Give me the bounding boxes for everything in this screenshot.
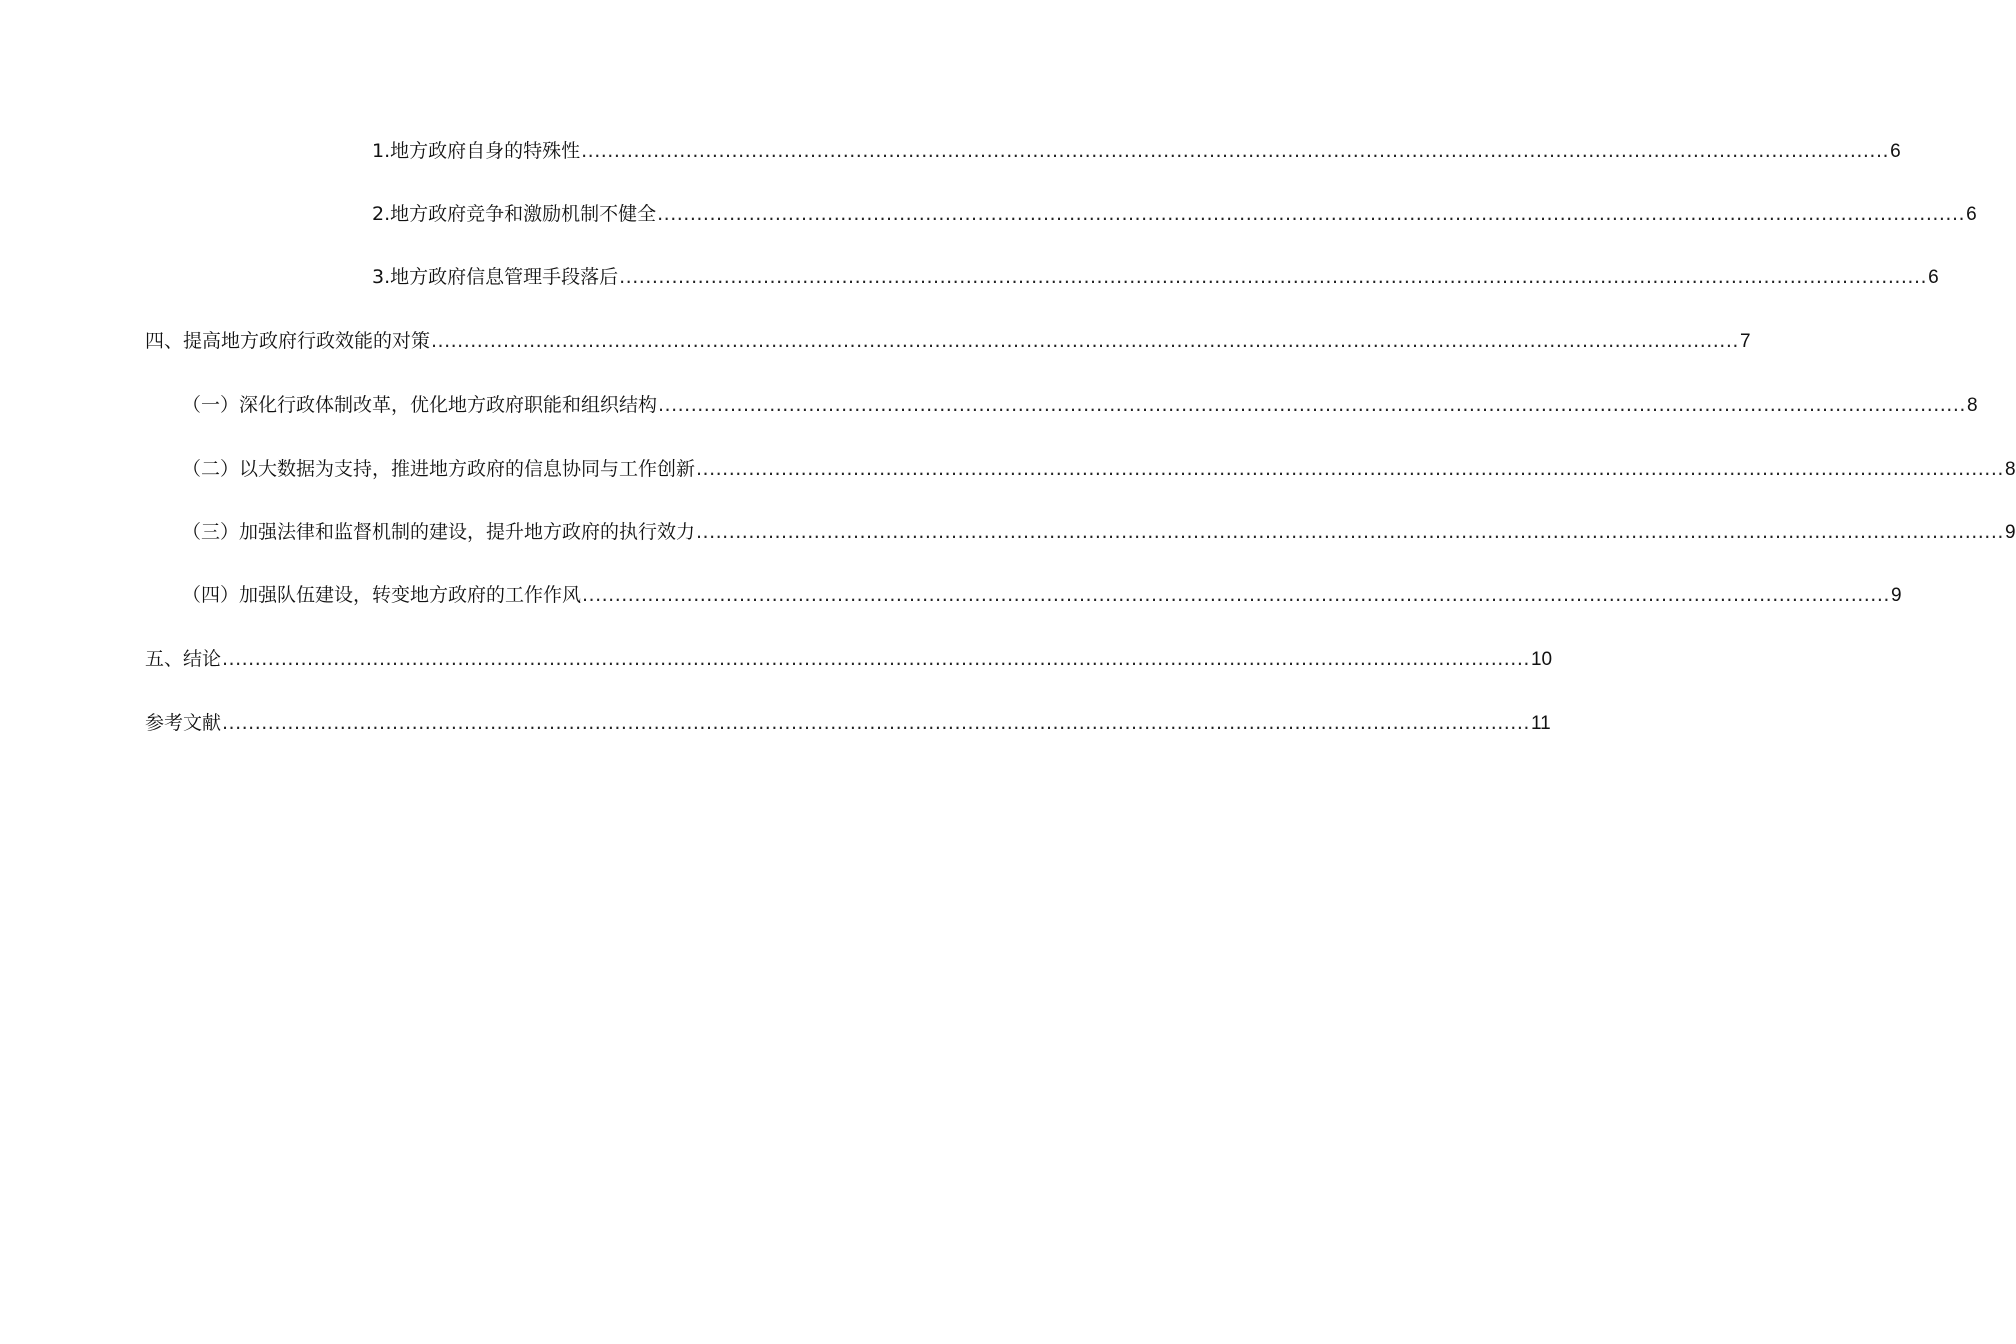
- toc-entry[interactable]: [182, 390, 1978, 420]
- toc-entry-title: 五、结论: [145, 648, 222, 670]
- dot-leader: ........................................................................................................................................................................................................: [222, 712, 1530, 734]
- dot-leader: ........................................................................................................................................................................................................: [657, 203, 1966, 225]
- toc-entry-page: 6: [1966, 204, 1977, 225]
- toc-entry-title: （四）加强队伍建设，转变地方政府的工作作风: [182, 584, 582, 606]
- dot-leader: ........................................................................................................................................................................................................: [222, 648, 1530, 670]
- toc-entry[interactable]: [372, 136, 1901, 166]
- dot-leader: ........................................................................................................................................................................................................: [658, 394, 1966, 416]
- toc-entry[interactable]: [182, 580, 1902, 610]
- toc-entry-title: （三）加强法律和监督机制的建设，提升地方政府的执行效力: [182, 521, 696, 543]
- toc-entry-page: 9: [1890, 585, 1902, 606]
- toc-entry-title: 1.地方政府自身的特殊性: [372, 140, 581, 162]
- toc-entry-title: 2.地方政府竞争和激励机制不健全: [372, 203, 657, 225]
- dot-leader: ........................................................................................................................................................................................................: [696, 521, 2004, 543]
- toc-entry[interactable]: [145, 708, 1551, 738]
- toc-entry-page: 9: [2004, 522, 2016, 543]
- toc-entry-page: 6: [1928, 267, 1939, 288]
- toc-entry[interactable]: [182, 454, 2016, 484]
- toc-entry-title: 参考文献: [145, 712, 222, 734]
- dot-leader: ........................................................................................................................................................................................................: [582, 584, 1890, 606]
- dot-leader: ........................................................................................................................................................................................................: [581, 140, 1890, 162]
- toc-entry-title: （二）以大数据为支持，推进地方政府的信息协同与工作创新: [182, 458, 696, 480]
- toc-entry[interactable]: [372, 262, 1939, 292]
- toc-entry-page: 8: [2004, 459, 2016, 480]
- toc-entry-page: 7: [1739, 331, 1751, 352]
- toc-entry[interactable]: [372, 199, 1977, 229]
- toc-entry-title: 3.地方政府信息管理手段落后: [372, 266, 619, 288]
- toc-entry-title: （一）深化行政体制改革，优化地方政府职能和组织结构: [182, 394, 658, 416]
- toc-entry-page: 8: [1966, 395, 1978, 416]
- toc-entry-page: 6: [1890, 141, 1901, 162]
- dot-leader: ........................................................................................................................................................................................................: [696, 458, 2004, 480]
- toc-entry-page: 11: [1530, 713, 1551, 734]
- toc-entry[interactable]: [182, 517, 2016, 547]
- dot-leader: ........................................................................................................................................................................................................: [619, 266, 1928, 288]
- toc-entry[interactable]: [145, 326, 1751, 356]
- toc-entry-title: 四、提高地方政府行政效能的对策: [145, 330, 431, 352]
- toc-entry-page: 10: [1530, 649, 1553, 670]
- toc-entry[interactable]: [145, 644, 1553, 674]
- dot-leader: ........................................................................................................................................................................................................: [431, 330, 1739, 352]
